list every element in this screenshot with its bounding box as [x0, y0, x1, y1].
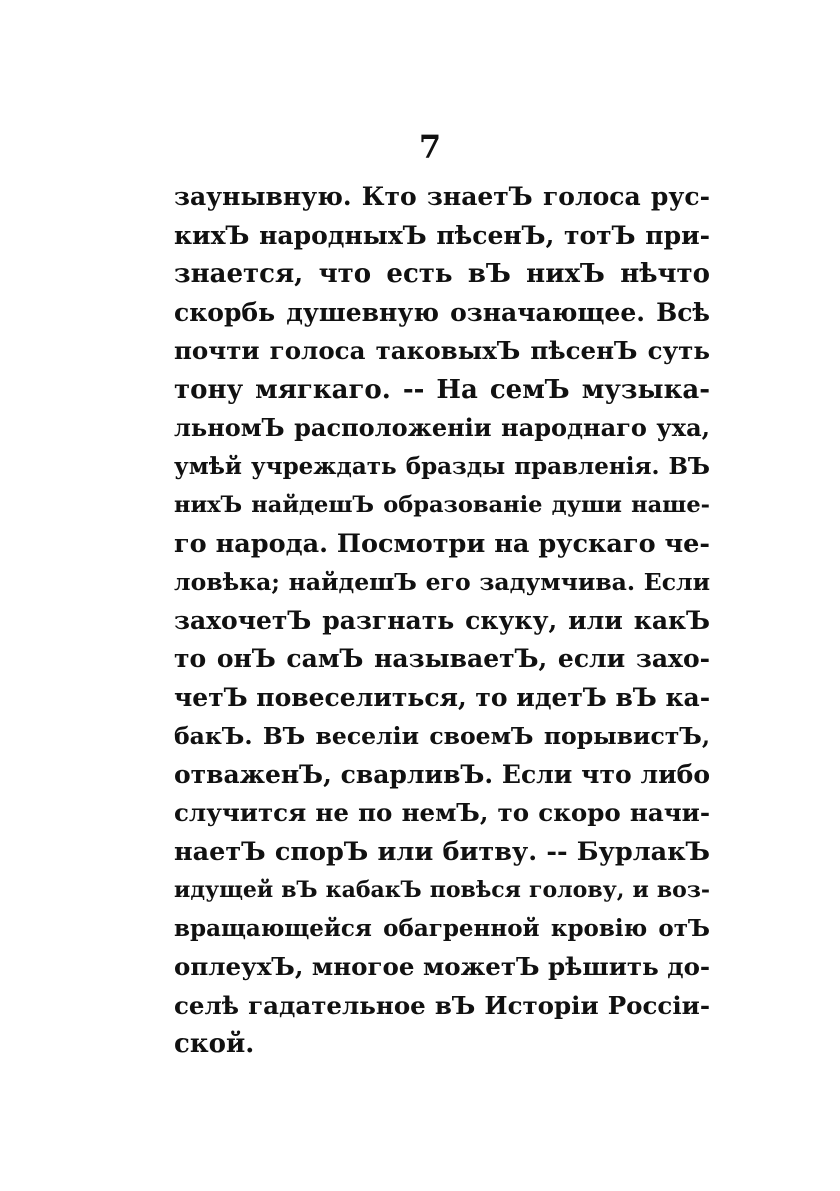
text-line: заунывную. Кто знаетЪ голоса рус- [174, 182, 710, 211]
text-line: нихЪ найдешЪ образованiе души наше- [174, 492, 710, 518]
text-line: вращающейся обагренной кровiю отЪ [174, 914, 710, 942]
text-line: ловѣка; найдешЪ его задумчива. Если [174, 568, 710, 596]
text-line: бакЪ. ВЪ веселiи своемЪ порывистЪ, [174, 722, 710, 750]
text-line: умѣй учреждать бразды правленiя. ВЪ [174, 452, 710, 480]
text-line: случится не по немЪ, то скоро начи- [174, 798, 710, 827]
text-line: отваженЪ, сварливЪ. Если что либо [174, 759, 710, 789]
text-line: почти голоса таковыхЪ пѣсенЪ суть [174, 336, 710, 365]
body-text [174, 178, 710, 1064]
text-line: льномЪ расположенiи народнаго уха, [174, 413, 710, 442]
text-line: кихЪ народныхЪ пѣсенЪ, тотЪ при- [174, 220, 710, 250]
text-line: селѣ гадательное вЪ Исторiи Россiи- [174, 990, 710, 1020]
text-line: знается, что есть вЪ нихЪ нѣчто [174, 259, 710, 289]
text-line: захочетЪ разгнать скуку, или какЪ [174, 605, 710, 635]
text-line: то онЪ самЪ называетЪ, если захо- [174, 644, 710, 673]
text-line: тону мягкаго. -- На семЪ музыка- [174, 374, 710, 405]
text-line: оплеухЪ, многое можетЪ рѣшить до- [174, 952, 711, 981]
text-line: идущей вЪ кабакЪ повѣся голову, и воз- [174, 877, 710, 903]
text-line: скорбь душевную означающее. Всѣ [174, 297, 710, 327]
text-line: четЪ повеселиться, то идетЪ вЪ ка- [174, 682, 711, 712]
text-line: наетЪ спорЪ или битву. -- БурлакЪ [174, 836, 710, 867]
page-number: 7 [418, 128, 442, 166]
text-line: го народа. Посмотри на рускаго че- [174, 528, 710, 559]
text-line: ской. [174, 1029, 255, 1059]
